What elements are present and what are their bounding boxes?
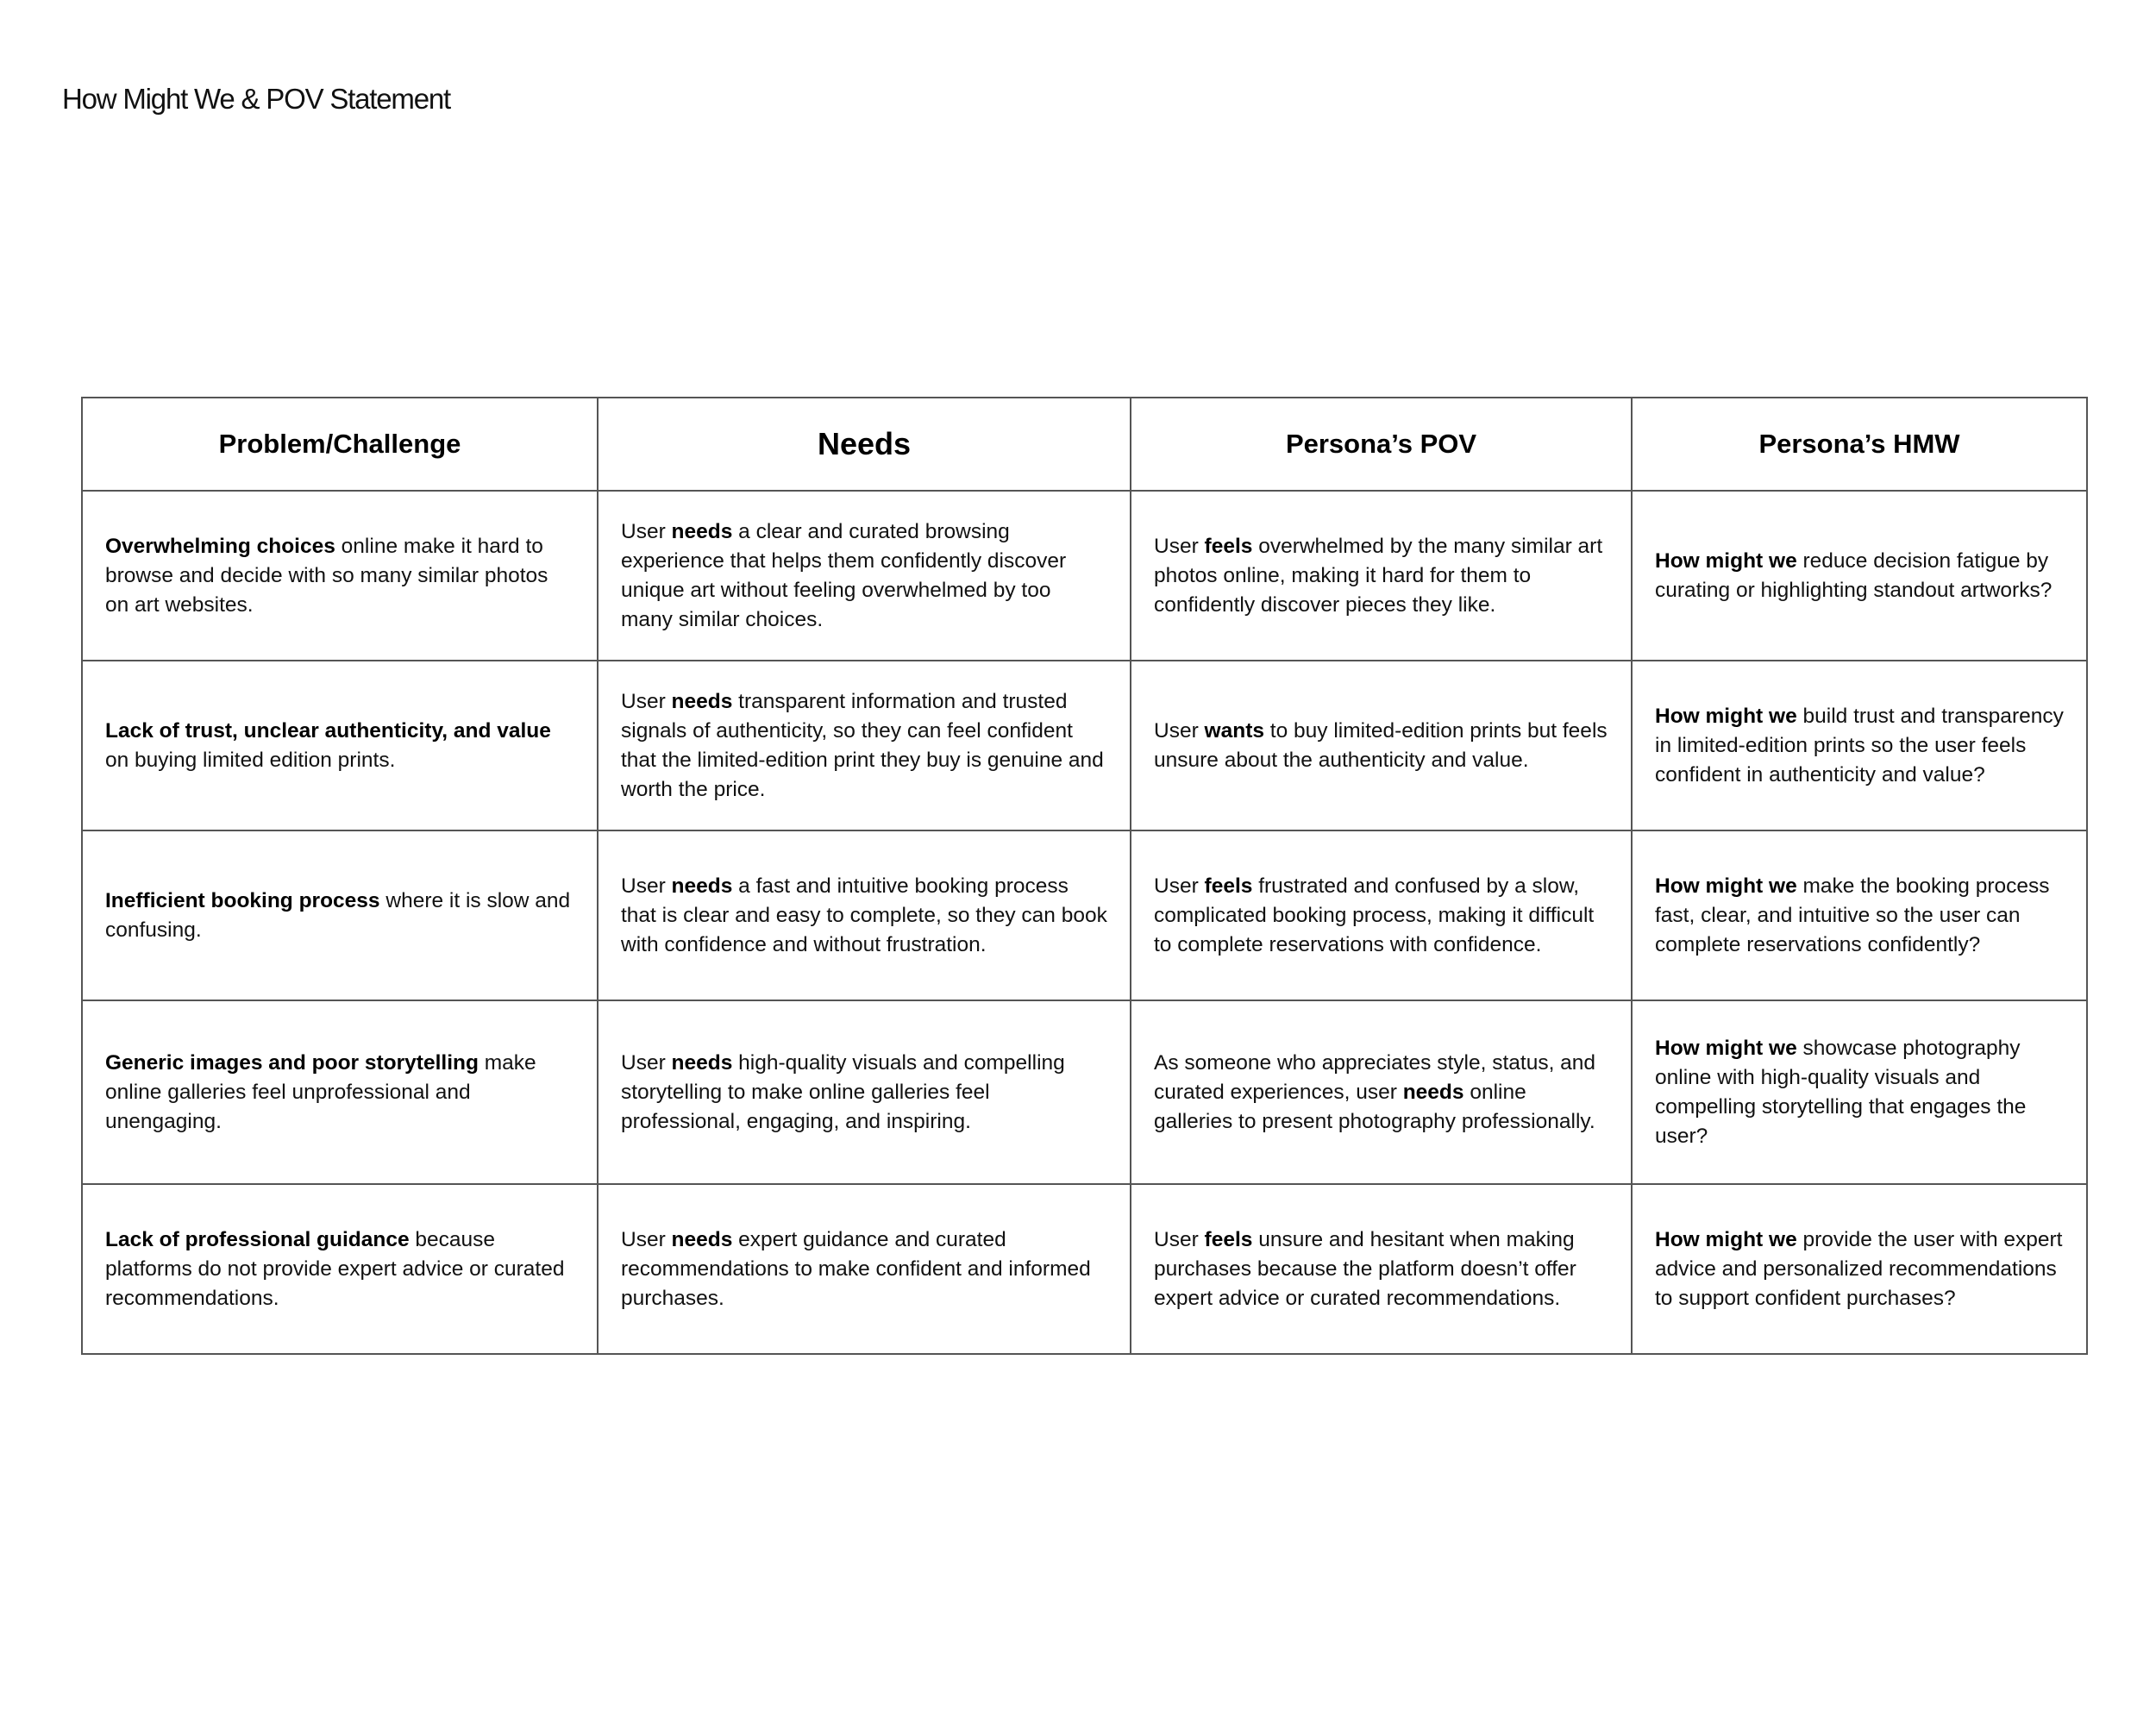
problem-cell [82, 661, 598, 830]
hmw-cell [1632, 491, 2087, 661]
cell-text: User needs high-quality visuals and compelling storytelling to make online galleries feel professional, engaging, and inspiring. [621, 1050, 1065, 1133]
hmw-cell [1632, 830, 2087, 1000]
cell-text: User needs a clear and curated browsing experience that helps them confidently discover unique art without feeling overwhelmed by too many similar choices. [621, 519, 1067, 631]
cell-text: How might we showcase photography online with high-quality visuals and compelling storytelling that engages the user? [1655, 1036, 2027, 1148]
pov-cell [1131, 830, 1632, 1000]
cell-text: How might we build trust and transparency in limited-edition prints so the user feels confident in authenticity and value? [1655, 704, 2064, 787]
table-row [82, 1184, 2087, 1354]
pov-cell [1131, 1184, 1632, 1354]
hmw-cell [1632, 1000, 2087, 1184]
problem-cell [82, 830, 598, 1000]
cell-text: User needs a fast and intuitive booking process that is clear and easy to complete, so they can book with confidence and without frustration. [621, 874, 1107, 956]
pov-cell [1131, 661, 1632, 830]
cell-text: User feels unsure and hesitant when making purchases because the platform doesn’t offer expert advice or curated recommendations. [1154, 1227, 1576, 1310]
cell-text: How might we provide the user with expert advice and personalized recommendations to support confident purchases? [1655, 1227, 2063, 1310]
hmw-cell [1632, 661, 2087, 830]
problem-cell [82, 491, 598, 661]
header-persona-pov: Persona’s POV [1131, 398, 1632, 491]
problem-cell [82, 1184, 598, 1354]
cell-text: User needs expert guidance and curated recommendations to make confident and informed purchases. [621, 1227, 1091, 1310]
cell-text: Overwhelming choices online make it hard to browse and decide with so many similar photos on art websites. [105, 534, 548, 617]
needs-cell [598, 1184, 1131, 1354]
cell-text: As someone who appreciates style, status, and curated experiences, user needs online galleries to present photography professionally. [1154, 1050, 1596, 1133]
pov-cell [1131, 1000, 1632, 1184]
needs-cell [598, 830, 1131, 1000]
table-row [82, 661, 2087, 830]
cell-text: User feels overwhelmed by the many similar art photos online, making it hard for them to confidently discover pieces they like. [1154, 534, 1603, 617]
header-persona-hmw: Persona’s HMW [1632, 398, 2087, 491]
cell-text: Lack of professional guidance because platforms do not provide expert advice or curated recommendations. [105, 1227, 565, 1310]
table-row [82, 1000, 2087, 1184]
table-row [82, 830, 2087, 1000]
table-row [82, 491, 2087, 661]
needs-cell [598, 1000, 1131, 1184]
table-header-row [82, 398, 2087, 491]
cell-text: How might we reduce decision fatigue by curating or highlighting standout artworks? [1655, 548, 2053, 602]
cell-text: Generic images and poor storytelling make online galleries feel unprofessional and unengaging. [105, 1050, 536, 1133]
needs-cell [598, 661, 1131, 830]
cell-text: User needs transparent information and trusted signals of authenticity, so they can feel confident that the limited-edition print they buy is genuine and worth the price. [621, 689, 1104, 801]
needs-cell [598, 491, 1131, 661]
cell-text: Lack of trust, unclear authenticity, and value on buying limited edition prints. [105, 718, 551, 772]
pov-cell [1131, 491, 1632, 661]
cell-text: User wants to buy limited-edition prints but feels unsure about the authenticity and value. [1154, 718, 1608, 772]
problem-cell [82, 1000, 598, 1184]
hmw-cell [1632, 1184, 2087, 1354]
cell-text: How might we make the booking process fast, clear, and intuitive so the user can complete reservations confidently? [1655, 874, 2050, 956]
header-problem-challenge: Problem/Challenge [82, 398, 598, 491]
page-title: How Might We & POV Statement [62, 83, 450, 115]
header-needs: Needs [598, 398, 1131, 491]
hmw-pov-table [81, 397, 2088, 1355]
cell-text: Inefficient booking process where it is slow and confusing. [105, 888, 571, 942]
cell-text: User feels frustrated and confused by a slow, complicated booking process, making it difficult to complete reservations with confidence. [1154, 874, 1595, 956]
